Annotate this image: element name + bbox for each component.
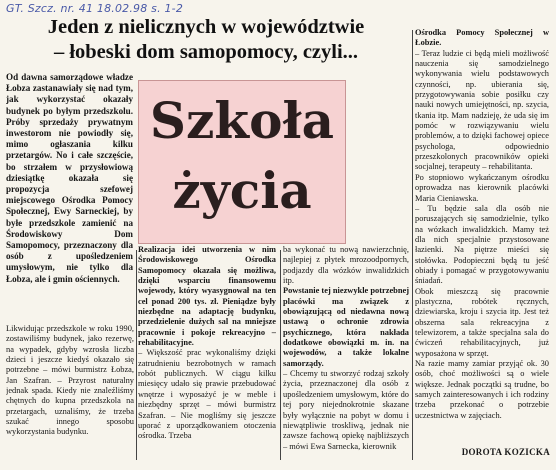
column-3-body-1: ba wykonać tu nową nawierzchnię, najlepiej z płytek mrozoodpornych, podjazdy dla wózków inwalidzkich itp. [283,245,409,286]
column-1-lead-text: Od dawna samorządowe władze Łobza zastanawiały się nad tym, jak wykorzystać okazały budynek po byłym przedszkolu. Próby sprzedaży prywatnym inwestorom nie powiodły się, mimo ogłaszania kilku przetargów. No i całe szczęście, bo strzałem w przysłowiową dziesiątkę okazała się propozycja szefowej miejscowego Ośrodka Pomocy Społecznej, Ewy Sarneckiej, by byłe przedszkole zamienić na Środowiskowy Dom Samopomocy, przeznaczony dla osób z upośledzeniem umysłowym, nie tylko dla Łobza, ale i gmin ościennych. [6,72,133,284]
column-divider [280,250,281,460]
column-1-lead [6,72,133,324]
column-4-body-1: – Teraz ludzie ci będą mieli możliwość nauczenia się samodzielnego wykonywania wielu podstawowych czynności, np. ubierania się, przygotowywania sobie posiłku czy nauki nowych umiejętności, np. szycia, tkania itp. Mam nadzieję, że uda się im pomóc w rozwiązywaniu wielu problemów, a to dzięki fachowej opiece psychologa, odpowiednio przeszkolonych pracowników opieki socjalnej, terapeuty – rehabilitanta. [415,48,549,172]
column-3 [283,245,409,461]
column-4-body-5: Na razie mamy zamiar przyjąć ok. 30 osób, choć możliwości są o wiele większe. Jednak początki są trudne, bo samych zainteresowanych i ich rodziny trzeba przekonać o potrzebie uczestnictwa w zajęciach. [415,359,549,420]
kicker-box [138,80,346,244]
handwritten-note: GT. Szcz. nr. 41 18.02.98 s. 1-2 [6,2,184,15]
headline-line-2: – łobeski dom samopomocy, czyli... [53,41,359,63]
column-3-lead: Powstanie tej niezwykle potrzebnej placówki ma związek z obowiązującą od niedawna nową ustawą o ochronie zdrowia psychicznego, która nakłada dodatkowe obowiązki m. in. na wojewodów, a także lokalne samorządy. [283,286,409,368]
kicker-word-2: życia [172,161,312,220]
column-2-lead: Realizacja idei utworzenia w nim Środowiskowego Ośrodka Samopomocy okazała się możliwa, dzięki wsparciu finansowemu wojewody, który wyasygnował na ten cel ponad 200 tys. zł. Pieniądze były niezbędne na adaptację budynku, przedzielenie dużych sal na mniejsze pracownie i pokoje rekreacyjno – rehabilitacyjne. [138,245,276,348]
column-2 [138,245,276,461]
headline [6,15,406,71]
column-4-body-2: Po stopniowo wykańczanym ośrodku oprowadza nas kierownik placówki Maria Cieniawska. [415,172,549,203]
column-1-body [6,324,134,464]
headline-line-1: Jeden z nielicznych w województwie [47,16,365,38]
column-2-body: – Większość prac wykonaliśmy dzięki zatrudnieniu bezrobotnych w ramach robót publicznych. W ciągu kilku miesięcy udało się prawie przebudować wnętrze i wyposażyć je w meble i niezbędny sprzęt – mówi burmistrz Szafran. – Nie mogliśmy się jeszcze uporać z uporządkowaniem otoczenia ośrodka. Trzeba [138,348,276,441]
column-4-body-4: Obok mieszczą się pracownie plastyczna, robótek ręcznych, dziewiarska, kroju i szycia itp. Jest też obszerna sala rekreacyjna z telewizorem, a także specjalna sala do ćwiczeń rehabilitacyjnych, już wyposażona w sprzęt. [415,286,549,358]
column-4-lead: Ośrodka Pomocy Społecznej w Łobzie. [415,28,549,48]
column-4-body-3: – Tu będzie sala dla osób nie poruszających się samodzielnie, tylko na wózkach inwalidzkich. Mamy też dla nich specjalnie przystosowane łazienki. Na piętrze mieści się stołówka. Podopieczni będą tu jeść obiady i pomagać w przygotowywaniu śniadań. [415,203,549,286]
column-divider [136,250,137,460]
column-divider [412,30,413,460]
column-4 [415,28,549,438]
byline: DOROTA KOZICKA [461,447,550,457]
kicker-word-1: Szkoła [149,91,335,150]
column-3-body-2: – Chcemy tu stworzyć rodzaj szkoły życia, przeznaczonej dla osób z upośledzeniem umysłowym, które do tej pory niejednokrotnie skazane były wyłącznie na pobyt w domu i niewątpliwie troskliwą, jednak nie zawsze fachową opiekę najbliższych – mówi Ewa Sarnecka, kierownik [283,369,409,451]
column-1-body-text: Likwidując przedszkole w roku 1990, zostawiliśmy budynek, jako rezerwę, na wypadek, gdyby wzrosła liczba dzieci i jeszcze kiedyś okazało się potrzebne – mówi burmistrz Łobza, Jan Szafran. – Przyrost naturalny jednak spada. Kiedy nie znaleźliśmy chętnych do kupna przedszkola na przetargach, uznaliśmy, że trzeba szukać innego sposobu wykorzystania budynku. [6,324,134,437]
